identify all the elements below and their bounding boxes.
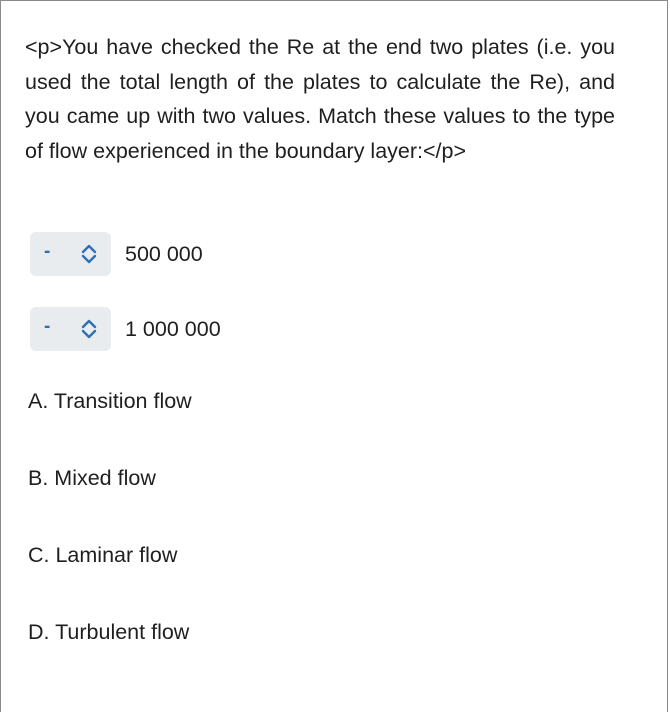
match-select-1[interactable]	[30, 232, 111, 276]
chevron-up-down-icon	[80, 243, 98, 265]
match-row-1	[30, 232, 203, 276]
option-d: D. Turbulent flow	[28, 620, 190, 644]
chevron-up-down-icon	[80, 318, 98, 340]
option-c: C. Laminar flow	[28, 543, 178, 567]
option-a: A. Transition flow	[28, 389, 192, 413]
match-select-2[interactable]	[30, 307, 111, 351]
match-label-1: 500 000	[125, 241, 203, 266]
question-text: <p>You have checked the Re at the end two plates (i.e. you used the total length of the plates to calculate the Re), and you came up with two values. Match these values to the type of flow experienced in the boundary layer:</p>	[25, 35, 615, 163]
match-row-2	[30, 307, 221, 351]
select-value: -	[44, 241, 51, 262]
match-label-2: 1 000 000	[125, 316, 221, 341]
select-value: -	[44, 316, 51, 337]
option-b: B. Mixed flow	[28, 466, 156, 490]
